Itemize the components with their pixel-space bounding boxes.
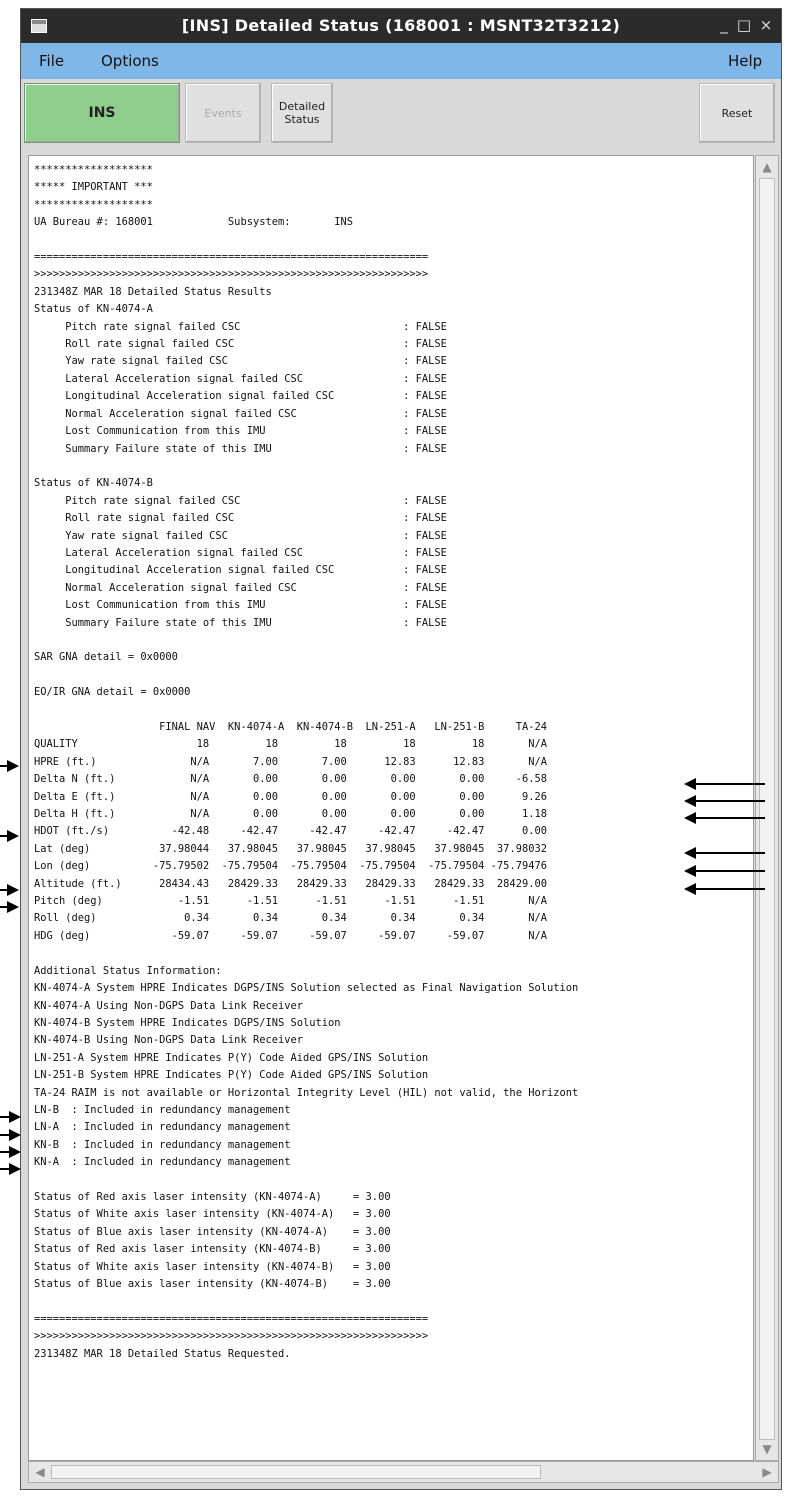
status-console-text bbox=[34, 162, 578, 1363]
annotation-arrow-delta-h bbox=[695, 817, 765, 819]
detailed-status-label-line2: Status bbox=[284, 113, 320, 126]
console-line bbox=[34, 945, 578, 962]
console-line: >>>>>>>>>>>>>>>>>>>>>>>>>>>>>>>>>>>>>>>>>>>>>>>>>>>>>>>>>>>>>>> bbox=[34, 1330, 429, 1343]
console-line bbox=[34, 458, 578, 475]
console-line: Roll rate signal failed CSC : FALSE bbox=[34, 512, 447, 525]
console-line: ******************* bbox=[34, 164, 153, 176]
window-title: [INS] Detailed Status (168001 : MSNT32T3212) bbox=[181, 16, 621, 35]
console-line: Delta E (ft.) N/A 0.00 0.00 0.00 0.00 9.26 bbox=[34, 790, 547, 803]
scroll-down-icon[interactable]: ▼ bbox=[762, 1442, 772, 1456]
reset-button[interactable] bbox=[699, 83, 775, 143]
detailed-status-button[interactable] bbox=[271, 83, 333, 143]
annotation-arrow-pitch bbox=[0, 906, 8, 908]
console-line: Pitch rate signal failed CSC : FALSE bbox=[34, 320, 447, 333]
detailed-status-label-line1: Detailed bbox=[278, 100, 326, 113]
console-line: KN-4074-B System HPRE Indicates DGPS/INS Solution bbox=[34, 1016, 341, 1029]
console-line: TA-24 RAIM is not available or Horizontal Integrity Level (HIL) not valid, the Horizont bbox=[34, 1086, 579, 1099]
console-line: Status of KN-4074-B bbox=[34, 477, 153, 490]
console-line: Status of KN-4074-A bbox=[34, 303, 153, 316]
console-line: Altitude (ft.) 28434.43 28429.33 28429.33 28429.33 28429.33 28429.00 bbox=[34, 877, 547, 890]
horizontal-scrollbar[interactable] bbox=[28, 1461, 779, 1483]
annotation-arrow-altitude bbox=[0, 889, 8, 891]
console-line: Longitudinal Acceleration signal failed CSC : FALSE bbox=[34, 390, 447, 403]
annotation-arrow-altitude-ta24 bbox=[695, 888, 765, 890]
console-line: 231348Z MAR 18 Detailed Status Results bbox=[34, 285, 272, 298]
menu-file[interactable]: File bbox=[39, 52, 65, 70]
events-button-label: Events bbox=[204, 106, 242, 120]
menu-help[interactable]: Help bbox=[728, 52, 763, 70]
console-line: Lost Communication from this IMU : FALSE bbox=[34, 425, 447, 438]
scroll-right-icon[interactable]: ▶ bbox=[762, 1465, 772, 1479]
console-line: Longitudinal Acceleration signal failed CSC : FALSE bbox=[34, 564, 447, 577]
annotation-arrow-kn-b bbox=[0, 1151, 10, 1153]
console-line bbox=[34, 232, 578, 249]
console-line: >>>>>>>>>>>>>>>>>>>>>>>>>>>>>>>>>>>>>>>>>>>>>>>>>>>>>>>>>>>>>>> bbox=[34, 268, 429, 281]
console-line: LN-A : Included in redundancy management bbox=[34, 1121, 291, 1134]
title-bar[interactable] bbox=[21, 9, 781, 43]
annotation-arrow-delta-n bbox=[695, 783, 765, 785]
vertical-scrollbar[interactable] bbox=[755, 155, 779, 1461]
console-line: Delta N (ft.) N/A 0.00 0.00 0.00 0.00 -6.58 bbox=[34, 773, 547, 786]
console-line: Roll rate signal failed CSC : FALSE bbox=[34, 338, 447, 351]
menu-bar bbox=[21, 43, 781, 79]
maximize-button[interactable]: □ bbox=[736, 16, 752, 34]
console-line: Status of White axis laser intensity (KN-4074-A) = 3.00 bbox=[34, 1208, 391, 1221]
console-line bbox=[34, 667, 578, 684]
toolbar bbox=[21, 79, 781, 155]
console-line: Lon (deg) -75.79502 -75.79504 -75.79504 -75.79504 -75.79504 -75.79476 bbox=[34, 860, 547, 873]
console-line: EO/IR GNA detail = 0x0000 bbox=[34, 686, 191, 699]
ins-button-label: INS bbox=[88, 105, 116, 121]
menu-options[interactable]: Options bbox=[101, 52, 159, 70]
console-line: HDG (deg) -59.07 -59.07 -59.07 -59.07 -59.07 N/A bbox=[34, 929, 547, 942]
console-line: Normal Acceleration signal failed CSC : FALSE bbox=[34, 581, 447, 594]
console-line: Status of Red axis laser intensity (KN-4074-B) = 3.00 bbox=[34, 1243, 391, 1256]
annotation-arrow-kn-a bbox=[0, 1168, 10, 1170]
console-line: ******************* bbox=[34, 198, 153, 211]
console-line: LN-251-A System HPRE Indicates P(Y) Code Aided GPS/INS Solution bbox=[34, 1051, 429, 1064]
console-line: Yaw rate signal failed CSC : FALSE bbox=[34, 355, 447, 368]
console-line: Normal Acceleration signal failed CSC : FALSE bbox=[34, 407, 447, 420]
console-line: Status of White axis laser intensity (KN-4074-B) = 3.00 bbox=[34, 1260, 391, 1273]
console-line: ***** IMPORTANT *** bbox=[34, 181, 153, 194]
annotation-arrow-lat bbox=[695, 852, 765, 854]
annotation-arrow-ln-b bbox=[0, 1116, 10, 1118]
console-line: KN-B : Included in redundancy management bbox=[34, 1138, 291, 1151]
annotation-arrow-ln-a bbox=[0, 1134, 10, 1136]
console-line: KN-4074-A System HPRE Indicates DGPS/INS Solution selected as Final Navigation Solution bbox=[34, 982, 579, 995]
annotation-arrow-hdot bbox=[0, 835, 8, 837]
console-line: Lost Communication from this IMU : FALSE bbox=[34, 599, 447, 612]
console-line: HPRE (ft.) N/A 7.00 7.00 12.83 12.83 N/A bbox=[34, 755, 547, 768]
annotation-arrow-delta-e bbox=[695, 800, 765, 802]
console-line: QUALITY 18 18 18 18 18 N/A bbox=[34, 738, 547, 751]
console-line: Status of Red axis laser intensity (KN-4074-A) = 3.00 bbox=[34, 1190, 391, 1203]
status-text-area[interactable] bbox=[28, 155, 754, 1461]
console-line: =============================================================== bbox=[34, 1312, 429, 1325]
console-line: Pitch (deg) -1.51 -1.51 -1.51 -1.51 -1.51 N/A bbox=[34, 895, 547, 908]
minimize-button[interactable]: _ bbox=[720, 16, 728, 34]
vertical-scroll-thumb[interactable] bbox=[759, 178, 775, 1440]
console-line: UA Bureau #: 168001 Subsystem: INS bbox=[34, 216, 354, 229]
console-line: Additional Status Information: bbox=[34, 964, 222, 977]
annotation-arrow-hpre bbox=[0, 765, 8, 767]
console-line: KN-4074-B Using Non-DGPS Data Link Receiver bbox=[34, 1034, 303, 1047]
console-line: Lateral Acceleration signal failed CSC : FALSE bbox=[34, 546, 447, 559]
console-line: Roll (deg) 0.34 0.34 0.34 0.34 0.34 N/A bbox=[34, 912, 547, 925]
scroll-up-icon[interactable]: ▲ bbox=[762, 160, 772, 174]
horizontal-scroll-thumb[interactable] bbox=[51, 1465, 541, 1479]
reset-button-label: Reset bbox=[721, 106, 753, 120]
console-line: 231348Z MAR 18 Detailed Status Requested. bbox=[34, 1347, 291, 1360]
console-line: HDOT (ft./s) -42.48 -42.47 -42.47 -42.47 -42.47 0.00 bbox=[34, 825, 547, 838]
console-line bbox=[34, 1172, 578, 1189]
annotation-arrow-lon bbox=[695, 870, 765, 872]
console-line: KN-A : Included in redundancy management bbox=[34, 1156, 291, 1169]
console-line: Summary Failure state of this IMU : FALSE bbox=[34, 616, 447, 629]
console-line bbox=[34, 702, 578, 719]
console-line: Yaw rate signal failed CSC : FALSE bbox=[34, 529, 447, 542]
console-line bbox=[34, 632, 578, 649]
console-line: SAR GNA detail = 0x0000 bbox=[34, 651, 178, 664]
console-line: Pitch rate signal failed CSC : FALSE bbox=[34, 494, 447, 507]
ins-button[interactable] bbox=[24, 83, 180, 143]
console-line: Delta H (ft.) N/A 0.00 0.00 0.00 0.00 1.18 bbox=[34, 808, 547, 821]
console-line: Lat (deg) 37.98044 37.98045 37.98045 37.98045 37.98045 37.98032 bbox=[34, 842, 547, 855]
events-button[interactable] bbox=[185, 83, 261, 143]
console-line: KN-4074-A Using Non-DGPS Data Link Receiver bbox=[34, 999, 303, 1012]
ins-detailed-status-window bbox=[20, 8, 782, 1490]
close-button[interactable]: × bbox=[759, 16, 773, 34]
console-line: Summary Failure state of this IMU : FALSE bbox=[34, 442, 447, 455]
console-line: FINAL NAV KN-4074-A KN-4074-B LN-251-A LN-251-B TA-24 bbox=[34, 721, 547, 733]
console-line: Status of Blue axis laser intensity (KN-4074-A) = 3.00 bbox=[34, 1225, 391, 1238]
console-line: Lateral Acceleration signal failed CSC : FALSE bbox=[34, 372, 447, 385]
console-line: Status of Blue axis laser intensity (KN-4074-B) = 3.00 bbox=[34, 1278, 391, 1290]
console-line bbox=[34, 1293, 578, 1310]
console-line: LN-251-B System HPRE Indicates P(Y) Code Aided GPS/INS Solution bbox=[34, 1069, 429, 1082]
console-line: LN-B : Included in redundancy management bbox=[34, 1103, 291, 1116]
console-line: =============================================================== bbox=[34, 251, 429, 264]
scroll-left-icon[interactable]: ◀ bbox=[35, 1465, 45, 1479]
